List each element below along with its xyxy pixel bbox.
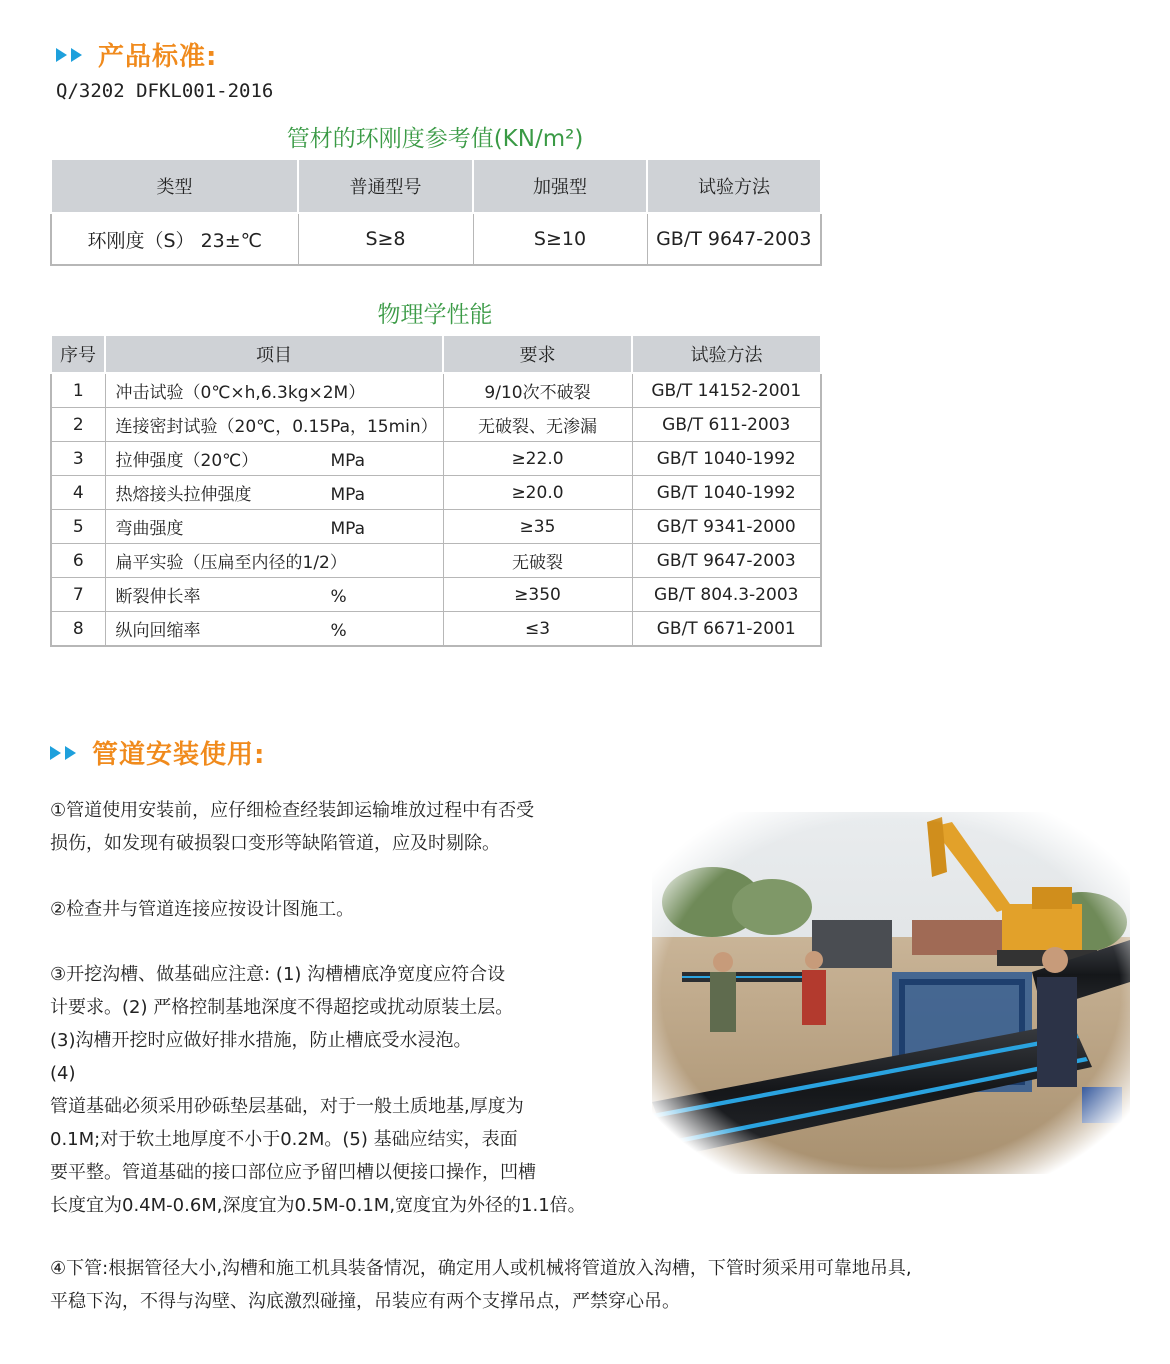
pipe-installation-photo	[652, 812, 1130, 1174]
item-cell	[105, 476, 443, 510]
header-cell: 类型	[51, 159, 298, 213]
ring-stiffness-table	[50, 158, 822, 266]
text-line: ④下管:根据管径大小,沟槽和施工机具装备情况，确定用人或机械将管道放入沟槽，下管时须采用可靠地吊具,	[50, 1258, 912, 1279]
method-cell: GB/T 9341-2000	[632, 510, 821, 544]
requirement-cell: ≥35	[443, 510, 632, 544]
table-cell: GB/T 9647-2003	[647, 213, 821, 265]
table-row	[51, 408, 821, 442]
paragraph-4	[50, 1252, 912, 1318]
row-number: 7	[51, 578, 105, 612]
item-label: 热熔接头拉伸强度	[115, 485, 252, 505]
method-cell: GB/T 1040-1992	[632, 442, 821, 476]
item-label: 扁平实验（压扁至内径的1/2）	[115, 553, 347, 573]
text-line: ①管道使用安装前，应仔细检查经装卸运输堆放过程中有否受	[50, 800, 535, 821]
header-cell: 项目	[105, 335, 443, 373]
text-line: ②检查井与管道连接应按设计图施工。	[50, 899, 355, 920]
method-cell: GB/T 9647-2003	[632, 544, 821, 578]
requirement-cell: 9/10次不破裂	[443, 373, 632, 408]
table-row	[51, 510, 821, 544]
text-line: 长度宜为0.4M-0.6M,深度宜为0.5M-0.1M,宽度宜为外径的1.1倍。	[50, 1195, 586, 1216]
method-cell: GB/T 611-2003	[632, 408, 821, 442]
item-cell	[105, 373, 443, 408]
item-cell	[105, 544, 443, 578]
item-label: 断裂伸长率	[115, 587, 201, 607]
table-row	[51, 578, 821, 612]
header-cell: 序号	[51, 335, 105, 373]
text-line: 计要求。(2) 严格控制基地深度不得超挖或扰动原装土层。	[50, 997, 514, 1018]
requirement-cell: ≤3	[443, 612, 632, 647]
section-header-standard	[56, 36, 217, 73]
text-line: (3)沟槽开挖时应做好排水措施，防止槽底受水浸泡。	[50, 1030, 472, 1051]
section-title: 产品标准:	[98, 42, 218, 72]
method-cell: GB/T 6671-2001	[632, 612, 821, 647]
item-label: 纵向回缩率	[115, 621, 201, 641]
text-line: 平稳下沟，不得与沟壁、沟底激烈碰撞，吊装应有两个支撑吊点，严禁穿心吊。	[50, 1291, 680, 1312]
item-cell	[105, 442, 443, 476]
double-arrow-icon	[56, 48, 86, 62]
requirement-cell: ≥20.0	[443, 476, 632, 510]
item-label: 弯曲强度	[115, 519, 184, 539]
item-label: 冲击试验（0℃×h,6.3kg×2M）	[115, 383, 366, 403]
paragraph-1	[50, 794, 534, 860]
method-cell: GB/T 1040-1992	[632, 476, 821, 510]
item-unit: MPa	[330, 485, 366, 505]
header-cell: 普通型号	[298, 159, 473, 213]
requirement-cell: 无破裂	[443, 544, 632, 578]
table-cell: S≥10	[473, 213, 647, 265]
text-line: 要平整。管道基础的接口部位应予留凹槽以便接口操作，凹槽	[50, 1162, 536, 1183]
section-header-installation	[50, 734, 265, 771]
header-cell: 试验方法	[647, 159, 821, 213]
table-row	[51, 544, 821, 578]
text-line: 0.1M;对于软土地厚度不小于0.2M。(5) 基础应结实，表面	[50, 1129, 518, 1150]
table-row	[51, 213, 821, 265]
row-number: 2	[51, 408, 105, 442]
table-row	[51, 373, 821, 408]
row-number: 8	[51, 612, 105, 647]
table-title-physical-properties: 物理学性能	[377, 302, 493, 328]
paragraph-2	[50, 893, 354, 926]
table-cell: 环刚度（S） 23±℃	[51, 213, 298, 265]
item-cell	[105, 408, 443, 442]
item-unit: MPa	[330, 451, 366, 471]
section-title: 管道安装使用:	[92, 740, 266, 770]
method-cell: GB/T 804.3-2003	[632, 578, 821, 612]
table-title-ring-stiffness: 管材的环刚度参考值(KN/m²)	[286, 126, 584, 152]
requirement-cell: ≥22.0	[443, 442, 632, 476]
physical-properties-table	[50, 334, 822, 647]
requirement-cell: 无破裂、无渗漏	[443, 408, 632, 442]
text-line: ③开挖沟槽、做基础应注意: (1) 沟槽槽底净宽度应符合设	[50, 964, 506, 985]
row-number: 1	[51, 373, 105, 408]
requirement-cell: ≥350	[443, 578, 632, 612]
item-unit: %	[330, 587, 347, 607]
double-arrow-icon	[50, 746, 80, 760]
item-cell	[105, 612, 443, 647]
row-number: 4	[51, 476, 105, 510]
method-cell: GB/T 14152-2001	[632, 373, 821, 408]
item-cell	[105, 578, 443, 612]
item-cell	[105, 510, 443, 544]
table-row	[51, 442, 821, 476]
item-unit: %	[330, 621, 347, 641]
table-header-row	[51, 159, 821, 213]
row-number: 3	[51, 442, 105, 476]
standard-code: Q/3202 DFKL001-2016	[56, 80, 274, 102]
table-row	[51, 612, 821, 647]
table-header-row	[51, 335, 821, 373]
item-label: 连接密封试验（20℃，0.15Pa，15min）	[115, 417, 438, 437]
table-cell: S≥8	[298, 213, 473, 265]
header-cell: 要求	[443, 335, 632, 373]
text-line: (4)	[50, 1063, 76, 1084]
item-label: 拉伸强度（20℃）	[115, 451, 259, 471]
text-line: 损伤，如发现有破损裂口变形等缺陷管道，应及时剔除。	[50, 833, 500, 854]
table-row	[51, 476, 821, 510]
row-number: 5	[51, 510, 105, 544]
item-unit: MPa	[330, 519, 366, 539]
row-number: 6	[51, 544, 105, 578]
header-cell: 加强型	[473, 159, 647, 213]
paragraph-3	[50, 958, 586, 1222]
header-cell: 试验方法	[632, 335, 821, 373]
text-line: 管道基础必须采用砂砾垫层基础，对于一般土质地基,厚度为	[50, 1096, 524, 1117]
